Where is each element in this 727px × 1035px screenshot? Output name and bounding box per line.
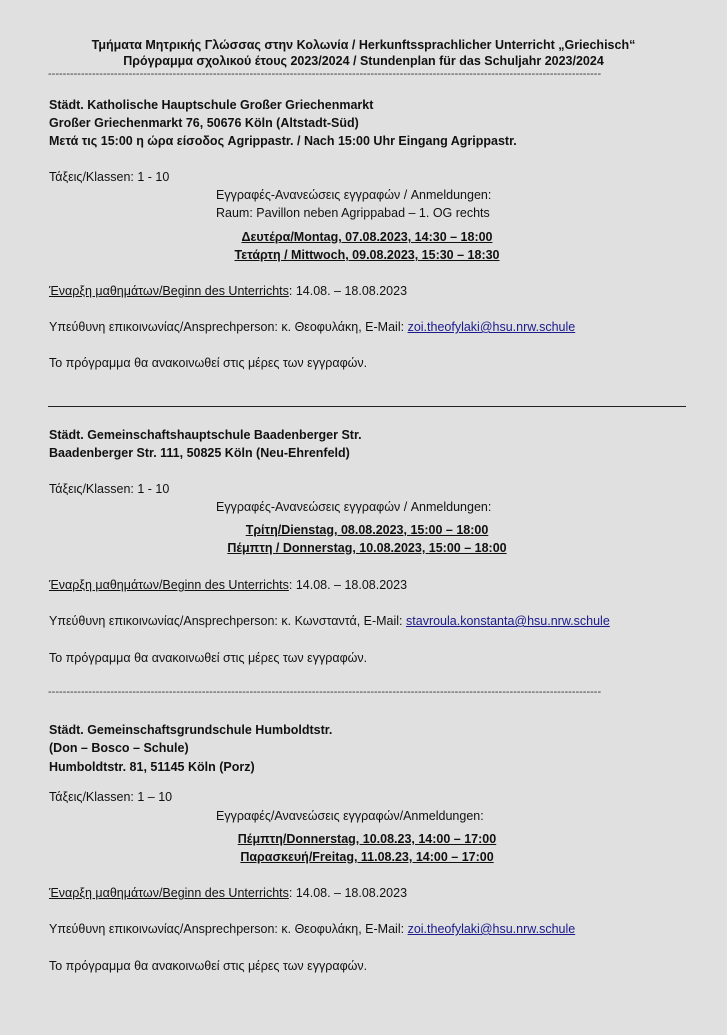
school-3-classes: Τάξεις/Klassen: 1 – 10 — [49, 790, 173, 804]
dashed-separator: ------------------------------------------------------------------------------------------------------------------------------------------------------- — [48, 686, 602, 698]
school-3-note: Το πρόγραμμα θα ανακοινωθεί στις μέρες των εγγραφών. — [49, 959, 368, 973]
school-3-registration-label: Εγγραφές/Ανανεώσεις εγγραφών/Anmeldungen: — [216, 809, 484, 823]
solid-separator — [48, 406, 686, 407]
school-3-date-1: Πέμπτη/Donnerstag, 10.08.23, 14:00 – 17:00 — [237, 832, 497, 846]
school-2-start-value: : 14.08. – 18.08.2023 — [288, 578, 408, 592]
school-1-start-label: Έναρξη μαθημάτων/Beginn des Unterrichts — [49, 284, 289, 298]
header-subtitle: Πρόγραμμα σχολικού έτους 2023/2024 / Stundenplan für das Schuljahr 2023/2024 — [123, 54, 604, 68]
school-1-address: Großer Griechenmarkt 76, 50676 Köln (Altstadt-Süd) — [49, 116, 359, 130]
school-2-start — [49, 578, 407, 592]
school-3-start-label: Έναρξη μαθημάτων/Beginn des Unterrichts — [49, 886, 289, 900]
school-2-date-2: Πέμπτη / Donnerstag, 10.08.2023, 15:00 – 18:00 — [227, 541, 507, 555]
school-1-email-link[interactable]: zoi.theofylaki@hsu.nrw.schule — [407, 320, 576, 334]
school-3-start-value: : 14.08. – 18.08.2023 — [288, 886, 408, 900]
school-2-contact-label: Υπεύθυνη επικοινωνίας/Ansprechperson: κ. Κωνσταντά, E-Mail: — [49, 614, 407, 628]
school-1-registration-label: Εγγραφές-Ανανεώσεις εγγραφών / Anmeldungen: — [216, 188, 492, 202]
school-1-room: Raum: Pavillon neben Agrippabad – 1. OG rechts — [216, 206, 490, 220]
header-title: Τμήματα Μητρικής Γλώσσας στην Κολωνία / Herkunftssprachlicher Unterricht „Griechisch“ — [91, 38, 636, 52]
school-1-start — [49, 284, 407, 298]
school-1-date-2: Τετάρτη / Mittwoch, 09.08.2023, 15:30 – 18:30 — [234, 248, 500, 262]
school-3-subname: (Don – Bosco – Schule) — [49, 741, 189, 755]
school-2-address: Baadenberger Str. 111, 50825 Köln (Neu-Ehrenfeld) — [49, 446, 350, 460]
school-3-date-2: Παρασκευή/Freitag, 11.08.23, 14:00 – 17:00 — [240, 850, 494, 864]
school-2-note: Το πρόγραμμα θα ανακοινωθεί στις μέρες των εγγραφών. — [49, 651, 368, 665]
school-2-name: Städt. Gemeinschaftshauptschule Baadenberger Str. — [49, 428, 362, 442]
school-1-start-value: : 14.08. – 18.08.2023 — [288, 284, 408, 298]
school-1-contact-label: Υπεύθυνη επικοινωνίας/Ansprechperson: κ. Θεοφυλάκη, E-Mail: — [49, 320, 408, 334]
school-3-contact — [49, 922, 575, 936]
school-2-contact — [49, 614, 610, 628]
school-2-start-label: Έναρξη μαθημάτων/Beginn des Unterrichts — [49, 578, 289, 592]
school-3-email-link[interactable]: zoi.theofylaki@hsu.nrw.schule — [407, 922, 576, 936]
school-3-name: Städt. Gemeinschaftsgrundschule Humboldtstr. — [49, 723, 333, 737]
school-2-date-1: Τρίτη/Dienstag, 08.08.2023, 15:00 – 18:00 — [245, 523, 489, 537]
school-1-contact — [49, 320, 575, 334]
school-1-note: Το πρόγραμμα θα ανακοινωθεί στις μέρες των εγγραφών. — [49, 356, 368, 370]
school-2-email-link[interactable]: stavroula.konstanta@hsu.nrw.schule — [406, 614, 610, 628]
school-1-name: Städt. Katholische Hauptschule Großer Griechenmarkt — [49, 98, 374, 112]
school-3-start — [49, 886, 407, 900]
school-2-registration-label: Εγγραφές-Ανανεώσεις εγγραφών / Anmeldungen: — [216, 500, 492, 514]
school-1-entrance: Μετά τις 15:00 η ώρα είσοδος Agrippastr. / Nach 15:00 Uhr Eingang Agrippastr. — [49, 134, 517, 148]
school-2-classes: Τάξεις/Klassen: 1 - 10 — [49, 482, 170, 496]
school-3-contact-label: Υπεύθυνη επικοινωνίας/Ansprechperson: κ. Θεοφυλάκη, E-Mail: — [49, 922, 408, 936]
school-1-date-1: Δευτέρα/Montag, 07.08.2023, 14:30 – 18:00 — [241, 230, 493, 244]
school-1-classes: Τάξεις/Klassen: 1 - 10 — [49, 170, 170, 184]
school-3-address: Humboldtstr. 81, 51145 Köln (Porz) — [49, 760, 255, 774]
dashed-separator: ------------------------------------------------------------------------------------------------------------------------------------------------------- — [48, 68, 602, 80]
